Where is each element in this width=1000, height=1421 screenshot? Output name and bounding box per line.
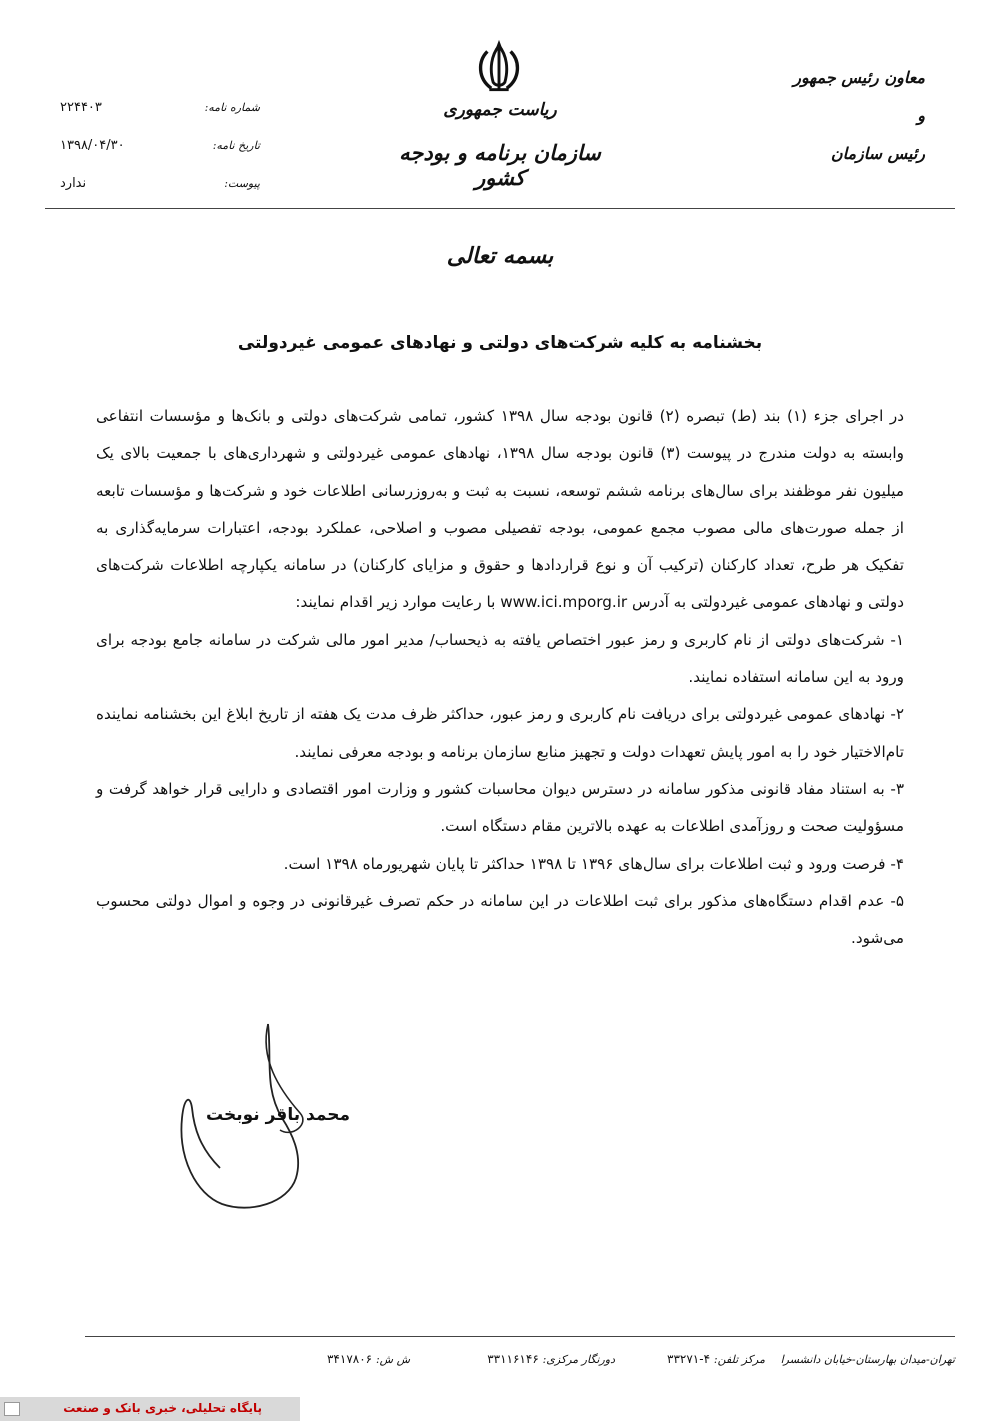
- basmala: بسمه تعالی: [446, 243, 554, 269]
- source-banner-text: پایگاه تحلیلی، خبری بانک و صنعت: [63, 1401, 262, 1415]
- letter-number: ۲۲۴۴۰۳: [60, 99, 102, 115]
- letter-attachment: ندارد: [60, 175, 87, 191]
- meta-row-number: [60, 88, 260, 126]
- footer-postal: ش ش: ۳۴۱۷۸۰۶: [326, 1352, 410, 1366]
- body-item-1: ۱- شرکت‌های دولتی از نام کاربری و رمز عبور اختصاص یافته به ذیحساب/ مدیر امور مالی شرکت در سامانه جامع بودجه برای ورود به این سامانه استفاده نمایند.: [96, 630, 904, 687]
- letter-meta: [60, 88, 260, 202]
- body-item-2: ۲- نهادهای عمومی غیردولتی برای دریافت نام کاربری و رمز عبور، حداکثر ظرف مدت یک هفته از تاریخ ابلاغ این بخشنامه نماینده تام‌الاختیار خود را به امور پایش تعهدات دولت و تجهیز منابع سازمان برنامه و بودجه معرفی نمایند.: [96, 705, 904, 761]
- org-top-line: ریاست جمهوری: [443, 100, 557, 120]
- letter-number-label: شماره نامه:: [204, 100, 260, 114]
- sender-title-line-1: معاون رئیس جمهور: [793, 68, 925, 87]
- sender-title-line-3: رئیس سازمان: [830, 144, 925, 163]
- org-main-line: سازمان برنامه و بودجه کشور: [399, 140, 601, 190]
- body-item-3: ۳- به استناد مفاد قانونی مذکور سامانه در دسترس دیوان محاسبات کشور و وزارت امور اقتصادی و دارایی قرار خواهد گرفت و مسؤولیت صحت و روزآمدی اطلاعات به عهده بالاترین مقام دستگاه است.: [96, 779, 904, 836]
- body-item-4: ۴- فرصت ورود و ثبت اطلاعات برای سال‌های ۱۳۹۶ تا ۱۳۹۸ حداکثر تا پایان شهریورماه ۱۳۹۸ است.: [283, 854, 904, 873]
- footer-phone: مرکز تلفن: ۴-۳۳۲۷۱: [667, 1352, 765, 1366]
- document-title: بخشنامه به کلیه شرکت‌های دولتی و نهادهای عمومی غیردولتی: [237, 333, 763, 353]
- footer-address: تهران-میدان بهارستان-خیابان دانشسرا: [780, 1353, 955, 1366]
- meta-row-date: [60, 126, 260, 164]
- letter-date-label: تاریخ نامه:: [212, 138, 260, 152]
- letter-attachment-label: پیوست:: [224, 176, 260, 190]
- header-divider: [45, 208, 955, 209]
- body-intro: در اجرای جزء (۱) بند (ط) تبصره (۲) قانون بودجه سال ۱۳۹۸ کشور، تمامی شرکت‌های دولتی و بانک‌ها و مؤسسات انتفاعی وابسته به دولت مندرج در پیوست (۳) قانون بودجه سال ۱۳۹۸، نهادهای عمومی غیردولتی و شهرداری‌های با جمعیت بالای یک میلیون نفر موظفند برای سال‌های برنامه ششم توسعه، نسبت به ثبت و به‌روزرسانی اطلاعات خود و شرکت‌ها و مؤسسات تابعه از جمله صورت‌های مالی مصوب مجمع عمومی، بودجه تفصیلی مصوب و اصلاحی، عملکرد بودجه، اعتبارات سرمایه‌گذاری به تفکیک هر طرح، تعداد کارکنان (ترکیب آن و نوع قراردادها و حقوق و مزایای کارکنان) در سامانه یکپارچه اطلاعات شرکت‌های دولتی و نهادهای عمومی غیردولتی به آدرس www.ici.mporg.ir با رعایت موارد زیر اقدام نمایند:: [96, 407, 904, 612]
- flag-icon: [4, 1402, 20, 1416]
- letter-date: ۱۳۹۸/۰۴/۳۰: [60, 137, 125, 153]
- sender-title-line-2: و: [917, 106, 925, 125]
- letter-body: [96, 398, 904, 957]
- footer-divider: [85, 1336, 955, 1337]
- footer-fax: دورنگار مرکزی: ۳۳۱۱۶۱۴۶: [487, 1352, 615, 1366]
- signer-name: محمد باقر نوبخت: [206, 1105, 350, 1125]
- body-item-5: ۵- عدم اقدام دستگاه‌های مذکور برای ثبت اطلاعات در این سامانه در حکم تصرف غیرقانونی در وجوه و اموال دولتی محسوب می‌شود.: [96, 891, 904, 948]
- meta-row-attachment: [60, 164, 260, 202]
- footer: [85, 1352, 955, 1378]
- iran-emblem-icon: [470, 36, 528, 94]
- sender-title: [735, 68, 925, 182]
